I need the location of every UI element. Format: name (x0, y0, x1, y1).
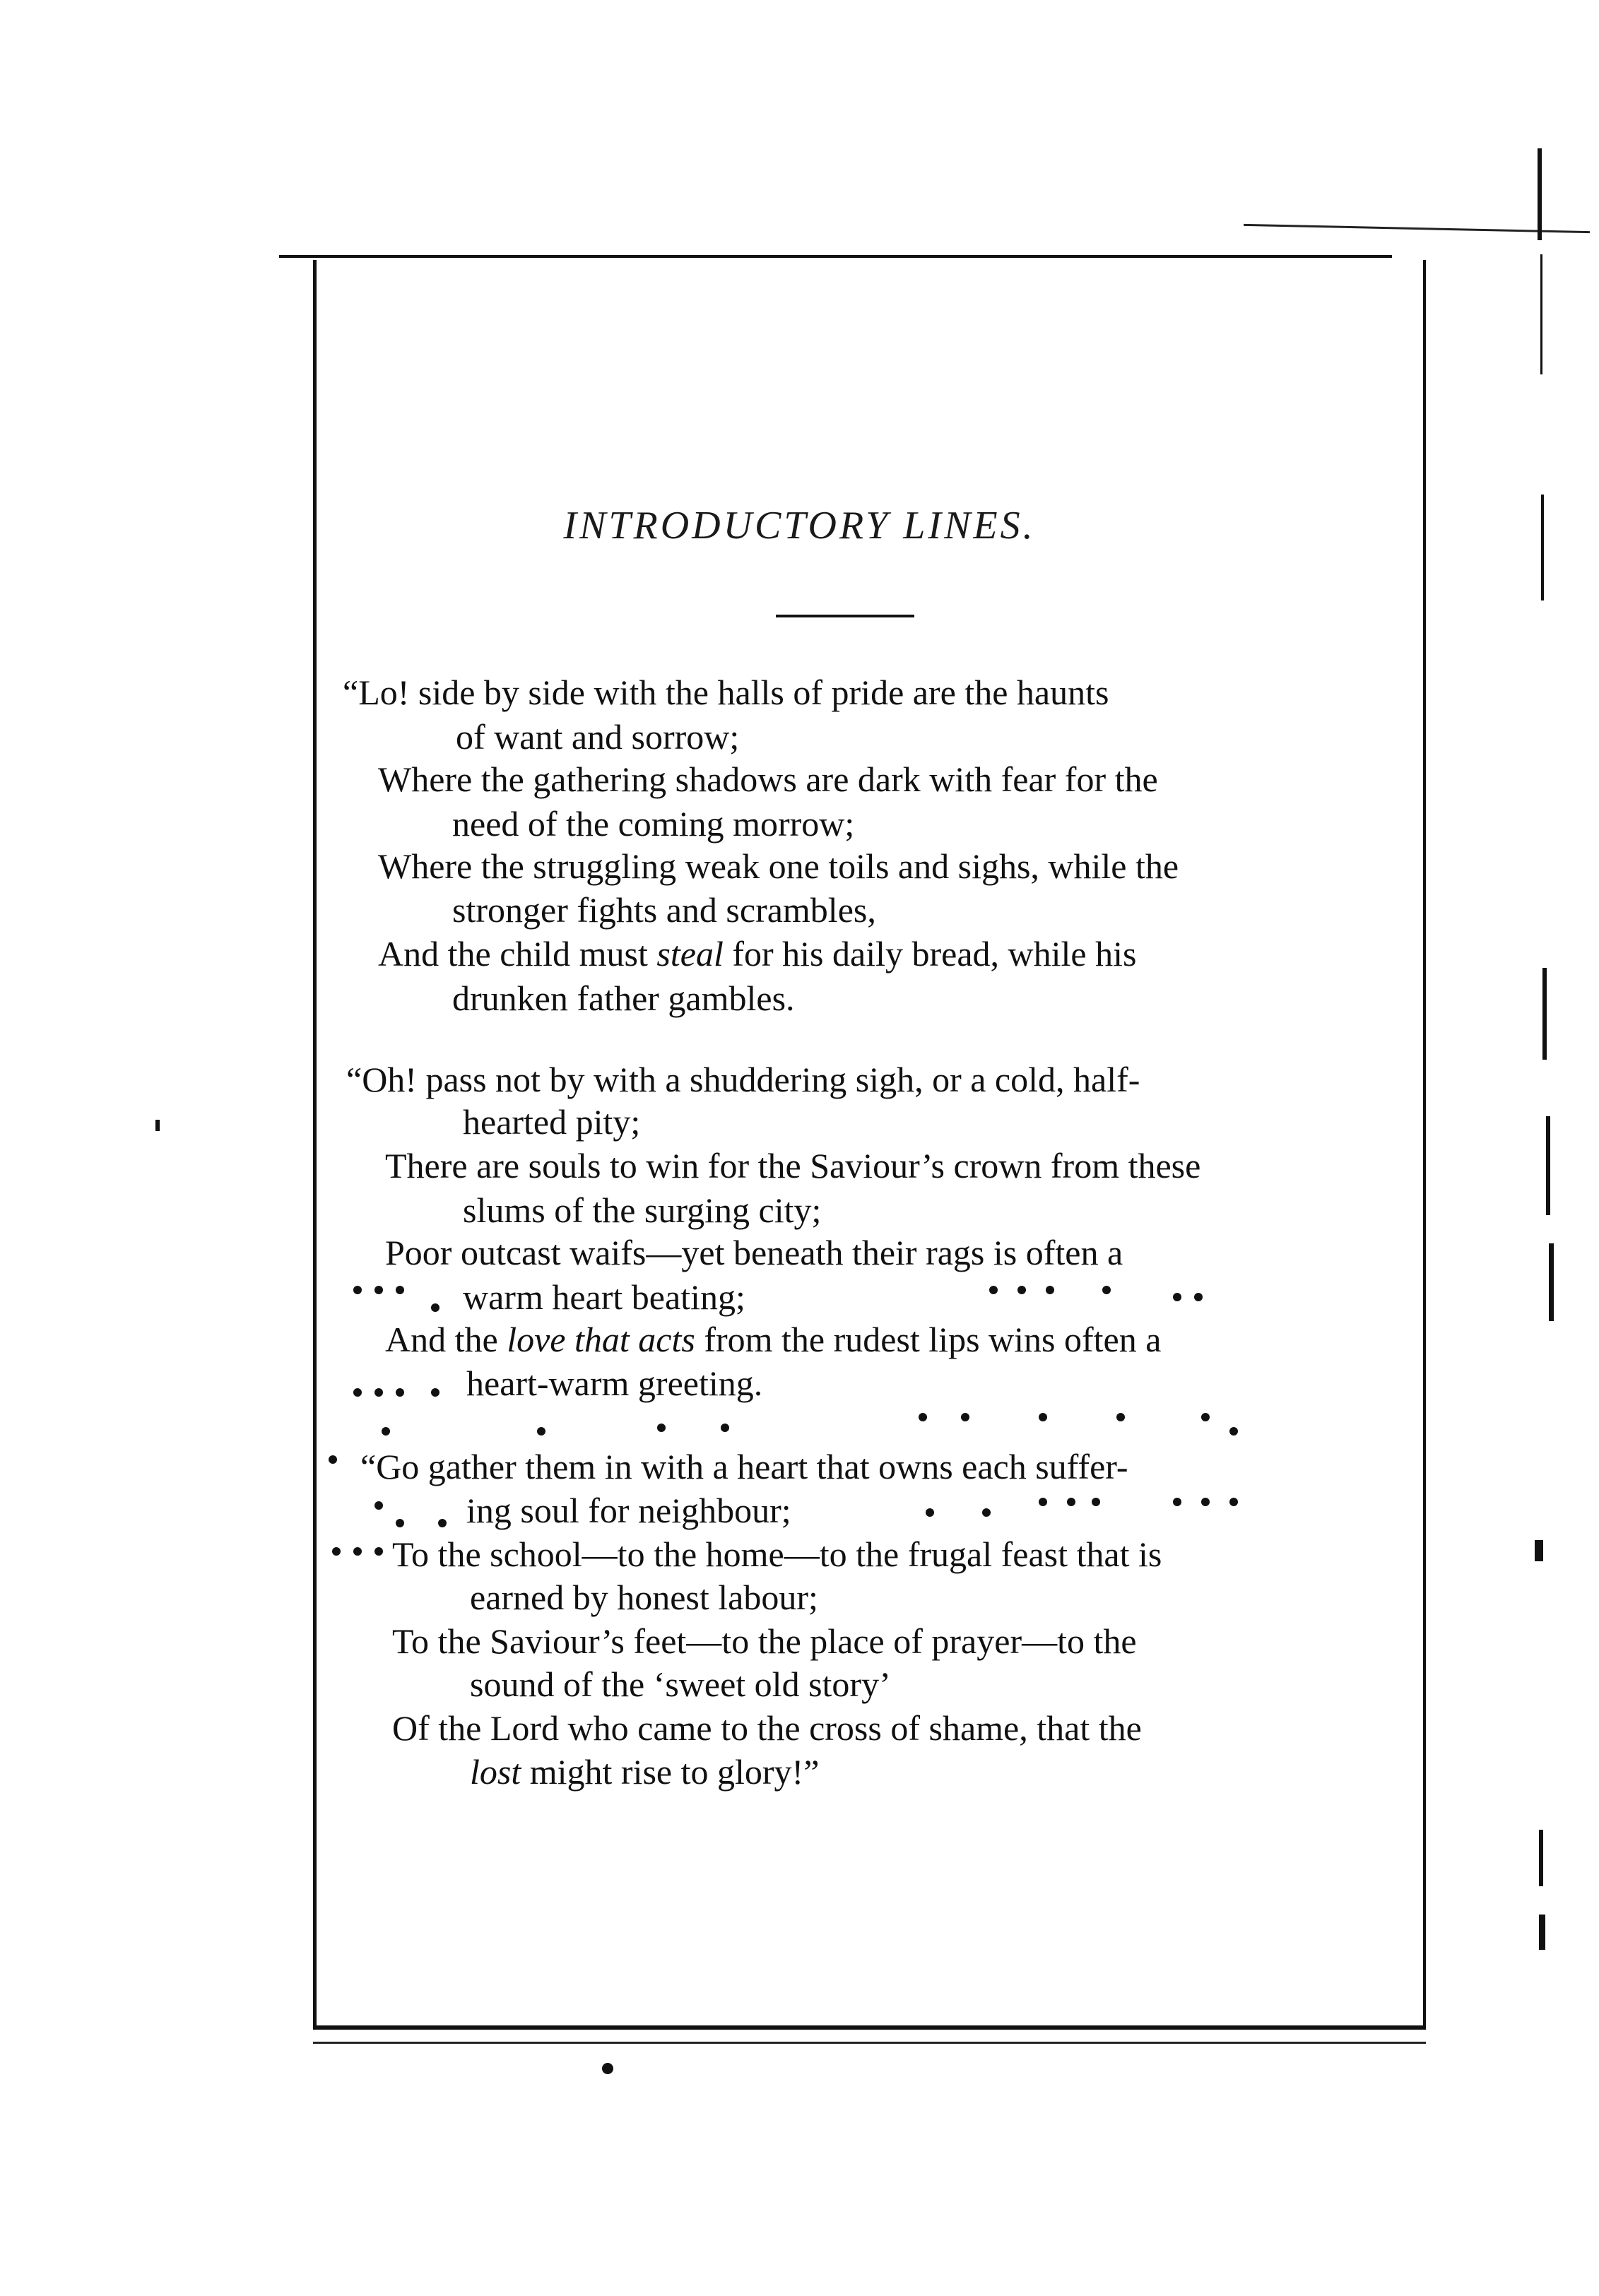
poem-line: Where the struggling weak one toils and sighs, while the (378, 846, 1179, 886)
poem-line: “Oh! pass not by with a shuddering sigh, or a cold, half- (346, 1060, 1140, 1099)
scan-dot (374, 1501, 383, 1510)
poem-emphasis: love that acts (507, 1320, 695, 1359)
scan-dot (438, 1519, 447, 1527)
scan-dot (961, 1413, 969, 1421)
scan-dot (1229, 1498, 1238, 1506)
poem-line: hearted pity; (463, 1102, 641, 1142)
scan-dot (374, 1388, 383, 1397)
poem-line: of want and sorrow; (456, 717, 740, 757)
scan-dot (353, 1547, 362, 1556)
poem-line-segment: for his daily bread, while his (723, 934, 1137, 974)
poem-line: Of the Lord who came to the cross of shame, that the (392, 1708, 1142, 1748)
poem-emphasis: lost (470, 1752, 521, 1792)
scan-dot (1201, 1498, 1210, 1506)
scan-dot (982, 1508, 991, 1517)
scan-dot (374, 1547, 383, 1556)
scan-dot (657, 1424, 666, 1432)
scan-dot (989, 1286, 998, 1294)
poem-line: ing soul for neighbour; (466, 1491, 791, 1530)
scan-dot (1092, 1498, 1100, 1506)
scan-dot (1173, 1498, 1181, 1506)
scan-dot (721, 1424, 729, 1432)
scan-dot (537, 1427, 545, 1436)
scan-dot (1201, 1413, 1210, 1421)
scan-dot (1229, 1427, 1238, 1436)
scan-dot (396, 1286, 404, 1294)
scan-dot (919, 1413, 927, 1421)
scan-dot (329, 1455, 337, 1464)
poem-line: Poor outcast waifs—yet beneath their rags is often a (385, 1233, 1123, 1272)
scan-dot (431, 1388, 439, 1397)
poem-line: To the school—to the home—to the frugal feast that is (392, 1534, 1162, 1574)
scan-dot (1173, 1293, 1181, 1301)
poem-line: drunken father gambles. (452, 978, 795, 1018)
scan-dot (353, 1388, 362, 1397)
scan-dot (1067, 1498, 1075, 1506)
poem-line-segment: And the (385, 1320, 507, 1359)
poem-line: There are souls to win for the Saviour’s crown from these (385, 1146, 1201, 1185)
scan-dot (374, 1286, 383, 1294)
poem-line: earned by honest labour; (470, 1578, 818, 1617)
scan-dot (1046, 1286, 1054, 1294)
scan-dot (926, 1508, 934, 1517)
scan-dot (382, 1427, 390, 1436)
poem-emphasis: steal (656, 934, 724, 974)
scan-dot (1194, 1293, 1203, 1301)
poem-line: “Lo! side by side with the halls of pride are the haunts (343, 673, 1109, 712)
poem-line: warm heart beating; (463, 1277, 745, 1317)
poem-line (378, 934, 1136, 974)
poem-line: slums of the surging city; (463, 1190, 822, 1230)
poem-line: “Go gather them in with a heart that owns each suffer- (360, 1447, 1128, 1486)
scan-dot (396, 1388, 404, 1397)
scan-dot (1102, 1286, 1111, 1294)
poem-line: heart-warm greeting. (466, 1363, 763, 1403)
scan-dot (1017, 1286, 1026, 1294)
poem-line (385, 1320, 1161, 1359)
scan-dot (431, 1303, 439, 1312)
poem-line: Where the gathering shadows are dark with fear for the (378, 759, 1158, 799)
scan-dot (1116, 1413, 1125, 1421)
scan-dot (1039, 1498, 1047, 1506)
scan-dot (353, 1286, 362, 1294)
poem-line: To the Saviour’s feet—to the place of prayer—to the (392, 1621, 1137, 1661)
scan-dot (1039, 1413, 1047, 1421)
poem-line-segment: And the child must (378, 934, 657, 974)
poem-line (470, 1752, 819, 1792)
page-title: INTRODUCTORY LINES. (563, 504, 1036, 548)
poem-line: stronger fights and scrambles, (452, 890, 876, 930)
poem-line: need of the coming morrow; (452, 804, 855, 844)
poem-line-segment: might rise to glory!” (521, 1752, 820, 1792)
poem-line-segment: from the rudest lips wins often a (695, 1320, 1162, 1359)
poem-line: sound of the ‘sweet old story’ (470, 1664, 891, 1704)
scan-dot (332, 1547, 341, 1556)
scan-dot (396, 1519, 404, 1527)
